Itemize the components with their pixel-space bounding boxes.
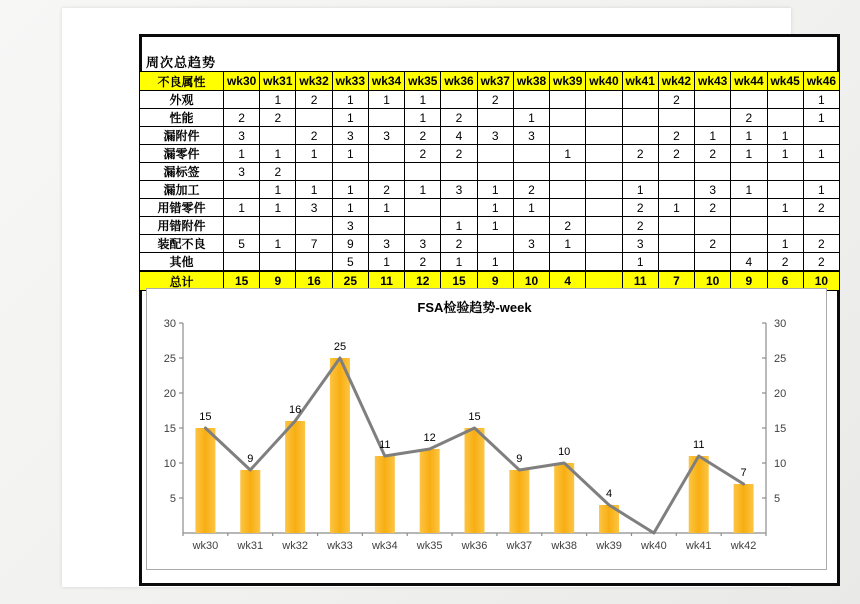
value-cell: [296, 253, 332, 272]
value-cell: 1: [332, 145, 368, 163]
value-cell: [332, 163, 368, 181]
value-cell: [586, 181, 622, 199]
value-cell: [586, 109, 622, 127]
value-cell: 1: [260, 181, 296, 199]
data-label: 4: [605, 488, 613, 500]
value-cell: 3: [405, 235, 441, 253]
bar: [734, 484, 754, 533]
value-cell: 4: [441, 127, 477, 145]
value-cell: 3: [332, 217, 368, 235]
week-header-cell: wk33: [332, 72, 368, 91]
value-cell: 3: [622, 235, 658, 253]
table-row: [140, 163, 840, 181]
row-label-cell: 漏零件: [140, 145, 224, 163]
value-cell: 1: [405, 109, 441, 127]
value-cell: 2: [803, 235, 839, 253]
value-cell: 3: [224, 163, 260, 181]
bar: [195, 428, 215, 533]
value-cell: 1: [477, 199, 513, 217]
value-cell: 2: [658, 127, 694, 145]
value-cell: 1: [332, 199, 368, 217]
week-header-cell: wk38: [513, 72, 549, 91]
value-cell: 3: [513, 127, 549, 145]
value-cell: [550, 109, 586, 127]
value-cell: [441, 163, 477, 181]
value-cell: 2: [622, 145, 658, 163]
total-value-cell: 10: [695, 271, 731, 291]
value-cell: 3: [296, 199, 332, 217]
value-cell: [695, 109, 731, 127]
data-label: 12: [423, 432, 436, 444]
x-category-label: wk36: [461, 540, 488, 552]
week-header-cell: wk30: [224, 72, 260, 91]
row-label-cell: 外观: [140, 91, 224, 109]
value-cell: [622, 163, 658, 181]
value-cell: [513, 217, 549, 235]
value-cell: 2: [405, 145, 441, 163]
value-cell: 2: [441, 109, 477, 127]
x-category-label: wk33: [327, 540, 353, 552]
value-cell: 1: [368, 253, 404, 272]
value-cell: [658, 163, 694, 181]
value-cell: 1: [368, 91, 404, 109]
row-label-cell: 用错零件: [140, 199, 224, 217]
x-category-label: wk35: [416, 540, 443, 552]
value-cell: [586, 199, 622, 217]
value-cell: 4: [731, 253, 767, 272]
week-header-cell: wk31: [260, 72, 296, 91]
value-cell: 1: [513, 199, 549, 217]
value-cell: [658, 109, 694, 127]
value-cell: 2: [368, 181, 404, 199]
data-label: 11: [379, 439, 391, 451]
value-cell: 2: [550, 217, 586, 235]
data-label: 15: [468, 411, 481, 423]
value-cell: 2: [695, 235, 731, 253]
sheet-title: 周次总趋势: [146, 55, 217, 70]
value-cell: [586, 253, 622, 272]
bar: [330, 358, 350, 533]
value-cell: 3: [695, 181, 731, 199]
data-label: 10: [558, 446, 571, 458]
value-cell: 1: [224, 145, 260, 163]
total-value-cell: 25: [332, 271, 368, 291]
value-cell: [296, 163, 332, 181]
week-header-cell: wk35: [405, 72, 441, 91]
attribute-header-cell: 不良属性: [140, 72, 224, 91]
x-category-label: wk32: [282, 540, 308, 552]
value-cell: 1: [260, 235, 296, 253]
value-cell: 1: [296, 145, 332, 163]
trend-chart-frame: [146, 288, 827, 570]
value-cell: [368, 145, 404, 163]
value-cell: [658, 217, 694, 235]
bar: [375, 456, 395, 533]
value-cell: [803, 127, 839, 145]
week-header-cell: wk44: [731, 72, 767, 91]
bar: [465, 428, 485, 533]
value-cell: [405, 199, 441, 217]
total-value-cell: 16: [296, 271, 332, 291]
table-row: [140, 199, 840, 217]
value-cell: [586, 235, 622, 253]
value-cell: 9: [332, 235, 368, 253]
value-cell: [622, 91, 658, 109]
value-cell: 1: [477, 217, 513, 235]
value-cell: 1: [550, 235, 586, 253]
value-cell: [477, 145, 513, 163]
value-cell: 2: [695, 145, 731, 163]
value-cell: 2: [513, 181, 549, 199]
x-category-label: wk34: [371, 540, 398, 552]
value-cell: 2: [803, 253, 839, 272]
value-cell: 1: [260, 91, 296, 109]
value-cell: 1: [803, 91, 839, 109]
value-cell: 3: [441, 181, 477, 199]
value-cell: [695, 91, 731, 109]
table-row: [140, 145, 840, 163]
value-cell: 1: [767, 199, 803, 217]
value-cell: [513, 163, 549, 181]
total-value-cell: 9: [731, 271, 767, 291]
value-cell: 1: [767, 235, 803, 253]
value-cell: 1: [477, 253, 513, 272]
value-cell: [550, 253, 586, 272]
value-cell: 1: [803, 145, 839, 163]
data-label: 16: [288, 404, 302, 416]
x-category-label: wk41: [685, 540, 712, 552]
value-cell: 2: [622, 199, 658, 217]
y-tick-label-right: 5: [774, 493, 781, 505]
value-cell: [260, 127, 296, 145]
value-cell: 1: [767, 127, 803, 145]
value-cell: [477, 109, 513, 127]
value-cell: [622, 127, 658, 145]
value-cell: [550, 127, 586, 145]
row-label-cell: 性能: [140, 109, 224, 127]
value-cell: 7: [296, 235, 332, 253]
total-value-cell: 9: [477, 271, 513, 291]
value-cell: 2: [731, 109, 767, 127]
table-row: [140, 235, 840, 253]
value-cell: [296, 109, 332, 127]
value-cell: [658, 181, 694, 199]
row-label-cell: 漏加工: [140, 181, 224, 199]
value-cell: [477, 163, 513, 181]
value-cell: [695, 217, 731, 235]
worksheet-page: [62, 8, 837, 587]
row-label-cell: 漏标签: [140, 163, 224, 181]
table-row: [140, 127, 840, 145]
value-cell: [767, 91, 803, 109]
total-value-cell: 10: [803, 271, 839, 291]
chart-title: FSA检验趋势-week: [417, 300, 532, 315]
value-cell: 1: [332, 109, 368, 127]
total-value-cell: 12: [405, 271, 441, 291]
bar: [554, 463, 574, 533]
value-cell: 1: [441, 217, 477, 235]
value-cell: 1: [405, 91, 441, 109]
value-cell: 1: [477, 181, 513, 199]
total-value-cell: 4: [550, 271, 586, 291]
value-cell: 2: [441, 145, 477, 163]
value-cell: [731, 217, 767, 235]
value-cell: 1: [803, 181, 839, 199]
value-cell: 1: [767, 145, 803, 163]
value-cell: 1: [368, 199, 404, 217]
value-cell: 1: [550, 145, 586, 163]
value-cell: [803, 163, 839, 181]
x-category-label: wk39: [596, 540, 622, 552]
value-cell: [550, 91, 586, 109]
value-cell: [731, 235, 767, 253]
week-header-cell: wk32: [296, 72, 332, 91]
week-header-cell: wk43: [695, 72, 731, 91]
value-cell: [513, 253, 549, 272]
data-label: 25: [333, 341, 347, 353]
value-cell: 1: [332, 91, 368, 109]
week-header-cell: wk42: [658, 72, 694, 91]
value-cell: 3: [224, 127, 260, 145]
value-cell: [586, 127, 622, 145]
y-tick-label-right: 20: [774, 388, 787, 400]
value-cell: 3: [368, 235, 404, 253]
value-cell: [405, 217, 441, 235]
value-cell: 1: [296, 181, 332, 199]
row-label-cell: 用错附件: [140, 217, 224, 235]
week-header-cell: wk39: [550, 72, 586, 91]
value-cell: [513, 91, 549, 109]
table-row: [140, 253, 840, 272]
value-cell: [368, 109, 404, 127]
y-tick-label: 20: [163, 388, 176, 400]
value-cell: 3: [513, 235, 549, 253]
value-cell: [368, 217, 404, 235]
value-cell: [368, 163, 404, 181]
value-cell: 2: [477, 91, 513, 109]
value-cell: 2: [658, 145, 694, 163]
y-tick-label: 5: [169, 493, 176, 505]
value-cell: [658, 253, 694, 272]
week-header-cell: wk40: [586, 72, 622, 91]
x-category-label: wk40: [641, 540, 667, 552]
value-cell: [767, 181, 803, 199]
bar: [240, 470, 260, 533]
y-tick-label-right: 10: [774, 458, 787, 470]
data-label: 9: [247, 453, 254, 465]
value-cell: 3: [477, 127, 513, 145]
value-cell: [224, 91, 260, 109]
week-header-cell: wk46: [803, 72, 839, 91]
value-cell: [767, 109, 803, 127]
week-header-cell: wk45: [767, 72, 803, 91]
value-cell: [731, 91, 767, 109]
x-category-label: wk42: [730, 540, 757, 552]
weekly-defect-table: [139, 71, 840, 291]
value-cell: 1: [224, 199, 260, 217]
y-tick-label: 15: [163, 423, 176, 435]
value-cell: 1: [731, 181, 767, 199]
value-cell: 2: [224, 109, 260, 127]
table-header-row: [140, 72, 840, 91]
value-cell: [767, 163, 803, 181]
trend-chart: [147, 289, 826, 569]
value-cell: 1: [260, 145, 296, 163]
value-cell: 2: [441, 235, 477, 253]
y-tick-label: 25: [163, 353, 176, 365]
total-value-cell: 7: [658, 271, 694, 291]
value-cell: 2: [405, 253, 441, 272]
data-label: 9: [516, 453, 523, 465]
value-cell: [550, 163, 586, 181]
value-cell: [695, 253, 731, 272]
value-cell: [550, 181, 586, 199]
value-cell: 2: [695, 199, 731, 217]
value-cell: 3: [332, 127, 368, 145]
value-cell: [731, 199, 767, 217]
value-cell: [731, 163, 767, 181]
value-cell: 2: [296, 127, 332, 145]
total-value-cell: 11: [368, 271, 404, 291]
value-cell: [586, 91, 622, 109]
value-cell: 2: [260, 163, 296, 181]
data-label: 11: [693, 439, 705, 451]
total-label-cell: 总计: [140, 271, 224, 291]
week-header-cell: wk36: [441, 72, 477, 91]
value-cell: 1: [731, 127, 767, 145]
value-cell: [622, 109, 658, 127]
value-cell: [224, 253, 260, 272]
value-cell: 2: [803, 199, 839, 217]
value-cell: 1: [332, 181, 368, 199]
week-header-cell: wk41: [622, 72, 658, 91]
value-cell: [695, 163, 731, 181]
total-value-cell: 15: [224, 271, 260, 291]
value-cell: 1: [622, 181, 658, 199]
value-cell: 1: [513, 109, 549, 127]
y-tick-label-right: 15: [774, 423, 787, 435]
x-category-label: wk30: [192, 540, 219, 552]
value-cell: 2: [767, 253, 803, 272]
row-label-cell: 装配不良: [140, 235, 224, 253]
value-cell: 1: [695, 127, 731, 145]
value-cell: [803, 217, 839, 235]
value-cell: [477, 235, 513, 253]
bar: [285, 421, 305, 533]
value-cell: [586, 163, 622, 181]
value-cell: 1: [658, 199, 694, 217]
y-tick-label: 10: [163, 458, 176, 470]
table-row: [140, 91, 840, 109]
data-label: 15: [199, 411, 212, 423]
week-header-cell: wk34: [368, 72, 404, 91]
week-header-cell: wk37: [477, 72, 513, 91]
value-cell: [767, 217, 803, 235]
row-label-cell: 其他: [140, 253, 224, 272]
value-cell: [441, 199, 477, 217]
value-cell: 2: [658, 91, 694, 109]
value-cell: 2: [622, 217, 658, 235]
total-value-cell: 10: [513, 271, 549, 291]
value-cell: 1: [622, 253, 658, 272]
value-cell: 2: [405, 127, 441, 145]
value-cell: 5: [332, 253, 368, 272]
value-cell: 1: [803, 109, 839, 127]
value-cell: 1: [405, 181, 441, 199]
value-cell: [260, 253, 296, 272]
value-cell: [550, 199, 586, 217]
value-cell: [586, 145, 622, 163]
bar: [420, 449, 440, 533]
value-cell: [658, 235, 694, 253]
x-category-label: wk38: [551, 540, 578, 552]
total-value-cell: 11: [622, 271, 658, 291]
x-category-label: wk37: [506, 540, 533, 552]
value-cell: 1: [731, 145, 767, 163]
table-row: [140, 109, 840, 127]
value-cell: 2: [260, 109, 296, 127]
value-cell: 3: [368, 127, 404, 145]
total-value-cell: 6: [767, 271, 803, 291]
value-cell: [405, 163, 441, 181]
value-cell: [513, 145, 549, 163]
value-cell: 2: [296, 91, 332, 109]
value-cell: [224, 181, 260, 199]
value-cell: 1: [441, 253, 477, 272]
table-row: [140, 181, 840, 199]
value-cell: [296, 217, 332, 235]
total-value-cell: 15: [441, 271, 477, 291]
value-cell: [224, 217, 260, 235]
data-label: 7: [740, 467, 747, 479]
value-cell: 1: [260, 199, 296, 217]
x-category-label: wk31: [237, 540, 264, 552]
bar: [509, 470, 529, 533]
value-cell: [586, 217, 622, 235]
total-value-cell: 9: [260, 271, 296, 291]
value-cell: [441, 91, 477, 109]
value-cell: [260, 217, 296, 235]
row-label-cell: 漏附件: [140, 127, 224, 145]
table-row: [140, 217, 840, 235]
y-tick-label-right: 30: [774, 318, 787, 330]
y-tick-label-right: 25: [774, 353, 787, 365]
value-cell: 5: [224, 235, 260, 253]
y-tick-label: 30: [163, 318, 176, 330]
